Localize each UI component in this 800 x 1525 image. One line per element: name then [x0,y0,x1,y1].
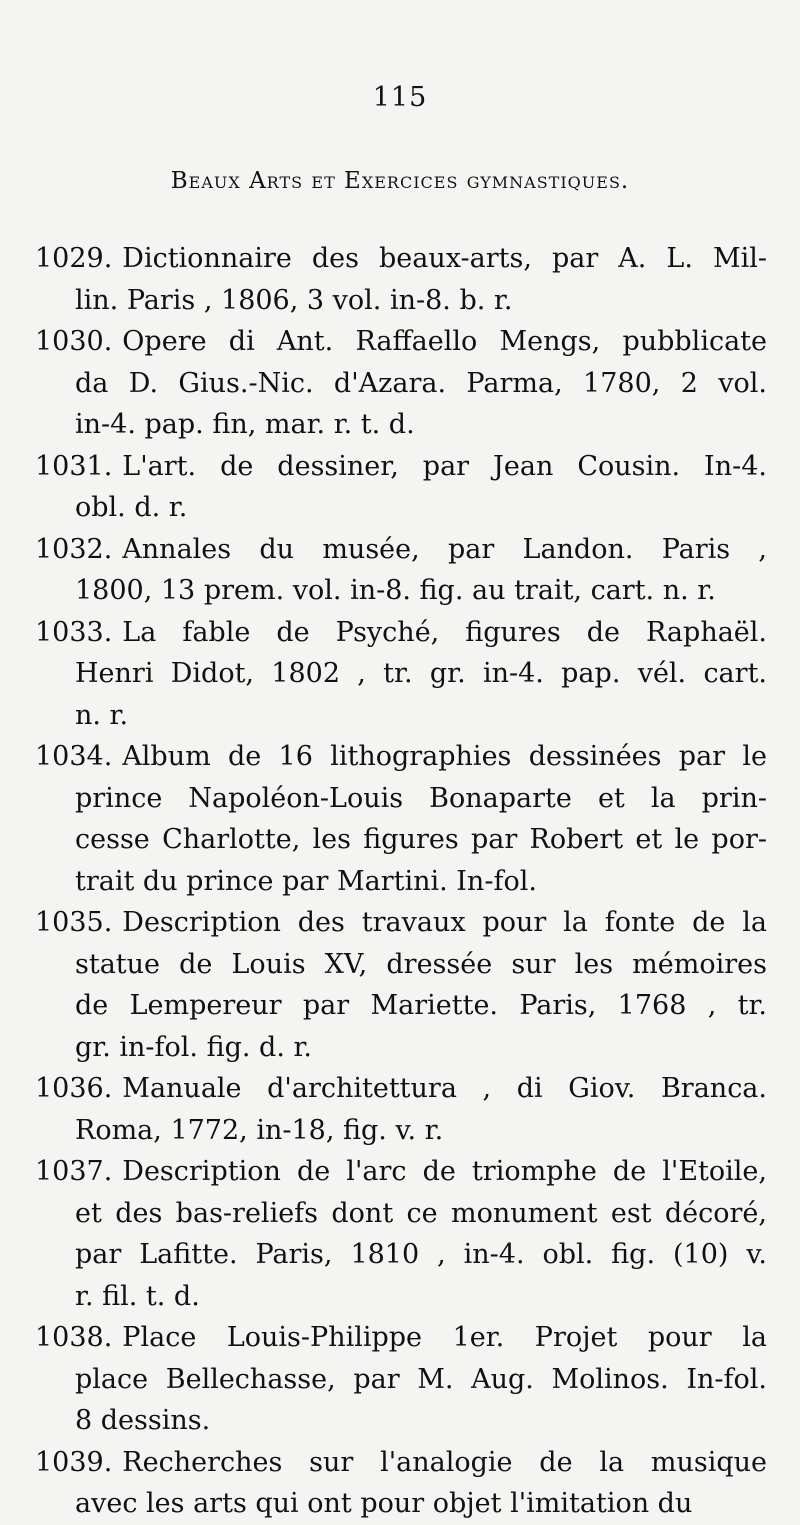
entry-number: 1039. [35,1446,113,1478]
entry-number: 1030. [35,326,113,357]
entry-text: statue de Louis XV, dressée sur les mémoires [75,948,767,980]
entry-number: 1033. [35,616,113,648]
entry-text: lin. Paris , 1806, 3 vol. in-8. b. r. [75,284,513,316]
entry-number: 1036. [35,1073,113,1104]
entry-text: et des bas-reliefs dont ce monument est décoré, [75,1197,767,1229]
entry-line [35,1276,767,1318]
entry-number: 1034. [35,741,113,772]
entry-text: Annales du musée, par Landon. Paris , [122,533,767,565]
page-number: 115 [372,82,428,113]
entry-text: obl. d. r. [75,492,188,523]
entry-line [35,695,767,737]
entry-number: 1031. [35,450,113,482]
entry-text: da D. Gius.-Nic. d'Azara. Parma, 1780, 2 vol. [75,367,767,399]
entry-line [35,1151,767,1193]
entry-line [35,778,767,820]
entry-line [35,944,767,986]
entry-line [35,1359,767,1401]
catalogue-entry [35,1151,767,1317]
entry-text: prince Napoléon-Louis Bonaparte et la prin- [75,782,767,814]
entry-text: Henri Didot, 1802 , tr. gr. in-4. pap. vél. cart. [75,658,767,689]
entry-line [35,446,767,488]
entry-text: cesse Charlotte, les figures par Robert et le por- [75,824,767,855]
entry-line [35,902,767,944]
entry-line [35,1317,767,1359]
catalogue-entry [35,1442,767,1525]
entry-line [35,1193,767,1235]
catalogue-entry [35,1068,767,1151]
entry-line [35,363,767,405]
entry-text: Recherches sur l'analogie de la musique [122,1446,767,1478]
entry-line [35,1483,767,1525]
entry-line [35,736,767,778]
entry-text: de Lempereur par Mariette. Paris, 1768 , tr. [75,990,767,1021]
entry-text: place Bellechasse, par M. Aug. Molinos. In-fol. [75,1363,767,1395]
entry-line [35,404,767,446]
catalogue-entry [35,529,767,612]
entry-text: Opere di Ant. Raffaello Mengs, pubblicate [122,326,767,357]
entry-text: par Lafitte. Paris, 1810 , in-4. obl. fig. (10) v. [75,1239,767,1270]
entry-text: avec les arts qui ont pour objet l'imitation du [75,1488,693,1519]
entry-text: 8 dessins. [75,1405,211,1436]
entry-text: Album de 16 lithographies dessinées par le [122,741,767,772]
entry-text: in-4. pap. fin, mar. r. t. d. [75,409,415,440]
catalogue-entry [35,902,767,1068]
entry-line [35,653,767,695]
catalogue-entry [35,612,767,737]
entry-line [35,1068,767,1110]
entry-text: Description de l'arc de triomphe de l'Etoile, [122,1156,767,1187]
entry-text: r. fil. t. d. [75,1280,200,1312]
entry-text: 1800, 13 prem. vol. in-8. fig. au trait, cart. n. r. [75,575,716,606]
entry-number: 1037. [35,1156,113,1187]
entry-line [35,280,767,322]
entry-text: Roma, 1772, in-18, fig. v. r. [75,1114,444,1146]
entry-text: n. r. [75,699,129,731]
catalogue-entries [35,238,767,1525]
entry-line [35,529,767,571]
entry-line [35,1234,767,1276]
catalogue-entry [35,238,767,321]
entry-line [35,985,767,1027]
entry-number: 1032. [35,533,113,565]
entry-number: 1029. [35,243,113,274]
entry-text: Place Louis-Philippe 1er. Projet pour la [122,1322,767,1353]
entry-text: Dictionnaire des beaux-arts, par A. L. Mil- [122,243,767,274]
entry-text: La fable de Psyché, figures de Raphaël. [122,616,767,648]
catalogue-entry [35,736,767,902]
entry-text: gr. in-fol. fig. d. r. [75,1031,313,1063]
entry-number: 1035. [35,907,113,938]
entry-line [35,1110,767,1152]
catalogue-entry [35,321,767,446]
entry-text: L'art. de dessiner, par Jean Cousin. In-4. [122,450,767,482]
entry-line [35,570,767,612]
entry-line [35,861,767,903]
entry-line [35,238,767,280]
entry-text: Description des travaux pour la fonte de la [122,907,767,938]
entry-line [35,612,767,654]
entry-line [35,321,767,363]
entry-text: Manuale d'architettura , di Giov. Branca. [122,1073,767,1104]
entry-line [35,1400,767,1442]
section-title: Beaux Arts et Exercices gymnastiques. [170,168,630,194]
entry-number: 1038. [35,1322,113,1353]
entry-line [35,1442,767,1484]
entry-line [35,819,767,861]
catalogue-entry [35,1317,767,1442]
catalogue-entry [35,446,767,529]
entry-line [35,487,767,529]
entry-text: trait du prince par Martini. In-fol. [75,865,537,897]
entry-line [35,1027,767,1069]
